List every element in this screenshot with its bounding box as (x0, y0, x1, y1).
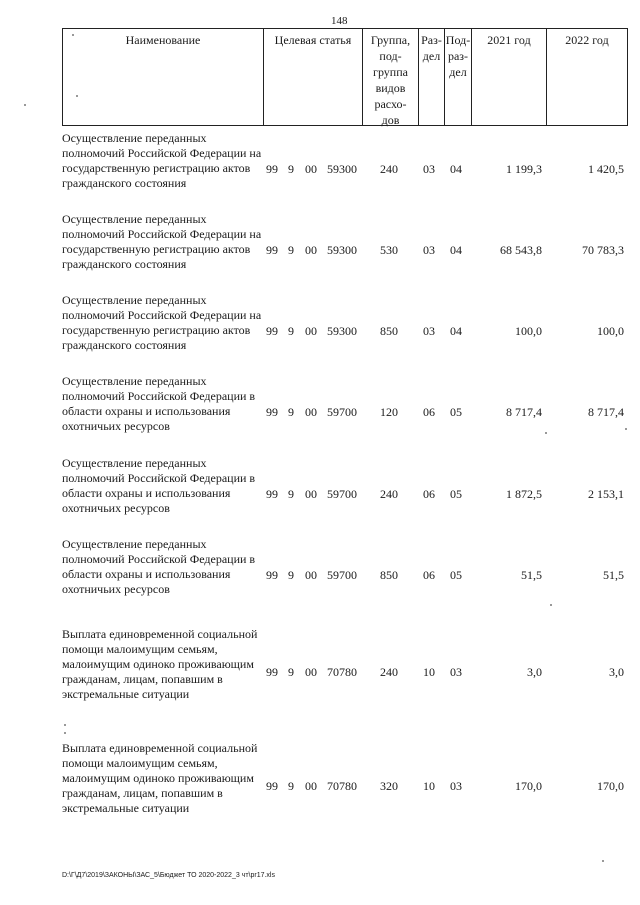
section: 06 (423, 487, 435, 501)
subsection: 04 (450, 162, 462, 176)
section: 03 (423, 162, 435, 176)
row-name: Осуществление переданных полномочий Российской Федерации на государственную регистрацию актов гражданского состояния (62, 293, 262, 352)
subsection: 05 (450, 568, 462, 582)
code-c: 00 (305, 665, 317, 679)
code-b: 9 (288, 568, 294, 582)
code-d: 59300 (327, 162, 357, 176)
value-2022: 8 717,4 (588, 405, 624, 419)
row-name: Осуществление переданных полномочий Российской Федерации в области охраны и использования охотничьих ресурсов (62, 456, 256, 515)
value-2022: 70 783,3 (582, 243, 624, 257)
value-2021: 1 872,5 (506, 487, 542, 501)
scan-speck (24, 104, 26, 106)
header-2021: 2021 год (487, 33, 531, 47)
group: 120 (380, 405, 398, 419)
code-c: 00 (305, 243, 317, 257)
code-c: 00 (305, 568, 317, 582)
header-section: Раз- дел (421, 33, 442, 63)
value-2022: 1 420,5 (588, 162, 624, 176)
value-2022: 51,5 (603, 568, 624, 582)
group: 240 (380, 162, 398, 176)
row-name: Осуществление переданных полномочий Российской Федерации в области охраны и использования охотничьих ресурсов (62, 537, 256, 596)
code-a: 99 (266, 243, 278, 257)
row-name: Выплата единовременной социальной помощи малоимущим семьям, малоимущим одиноко проживающим гражданам, лицам, попавшим в экстремальные ситуации (62, 627, 258, 701)
scan-speck (64, 724, 66, 726)
code-a: 99 (266, 779, 278, 793)
row-name: Осуществление переданных полномочий Российской Федерации на государственную регистрацию актов гражданского состояния (62, 212, 262, 271)
section: 03 (423, 243, 435, 257)
row-name: Осуществление переданных полномочий Российской Федерации в области охраны и использования охотничьих ресурсов (62, 374, 256, 433)
scan-speck (64, 732, 66, 734)
value-2021: 68 543,8 (500, 243, 542, 257)
group: 320 (380, 779, 398, 793)
code-c: 00 (305, 779, 317, 793)
value-2022: 3,0 (609, 665, 624, 679)
code-b: 9 (288, 243, 294, 257)
code-b: 9 (288, 324, 294, 338)
header-subsection: Под- раз- дел (445, 33, 471, 79)
code-d: 59300 (327, 243, 357, 257)
code-a: 99 (266, 162, 278, 176)
code-b: 9 (288, 487, 294, 501)
code-c: 00 (305, 162, 317, 176)
code-b: 9 (288, 162, 294, 176)
section: 03 (423, 324, 435, 338)
page-number: 148 (331, 15, 348, 27)
row-name: Осуществление переданных полномочий Российской Федерации на государственную регистрацию актов гражданского состояния (62, 131, 262, 190)
table-header (62, 28, 628, 126)
code-d: 70780 (327, 665, 357, 679)
scan-speck (545, 432, 547, 434)
group: 850 (380, 568, 398, 582)
value-2021: 3,0 (527, 665, 542, 679)
code-a: 99 (266, 487, 278, 501)
scan-speck (76, 95, 78, 97)
scan-speck (550, 604, 552, 606)
code-a: 99 (266, 324, 278, 338)
group: 530 (380, 243, 398, 257)
header-2022: 2022 год (565, 33, 609, 47)
subsection: 03 (450, 779, 462, 793)
code-d: 59700 (327, 405, 357, 419)
code-c: 00 (305, 405, 317, 419)
scan-speck (625, 428, 627, 430)
group: 240 (380, 487, 398, 501)
code-a: 99 (266, 568, 278, 582)
group: 240 (380, 665, 398, 679)
code-b: 9 (288, 665, 294, 679)
code-a: 99 (266, 665, 278, 679)
code-d: 59700 (327, 487, 357, 501)
code-b: 9 (288, 779, 294, 793)
subsection: 05 (450, 487, 462, 501)
code-d: 59700 (327, 568, 357, 582)
subsection: 05 (450, 405, 462, 419)
code-c: 00 (305, 487, 317, 501)
header-name: Наименование (125, 33, 201, 47)
code-b: 9 (288, 405, 294, 419)
code-a: 99 (266, 405, 278, 419)
subsection: 04 (450, 243, 462, 257)
section: 10 (423, 779, 435, 793)
value-2021: 51,5 (521, 568, 542, 582)
value-2022: 170,0 (597, 779, 624, 793)
header-target-article: Целевая статья (274, 33, 352, 47)
scan-speck (602, 860, 604, 862)
section: 06 (423, 568, 435, 582)
code-c: 00 (305, 324, 317, 338)
value-2021: 8 717,4 (506, 405, 542, 419)
file-path-footer: D:\Г\Д7\2019\ЗАКОНЫ\ЗАС_5\Бюджет ТО 2020-2022_3 чт\pr17.xls (62, 872, 275, 879)
value-2022: 100,0 (597, 324, 624, 338)
code-d: 59300 (327, 324, 357, 338)
value-2021: 170,0 (515, 779, 542, 793)
group: 850 (380, 324, 398, 338)
section: 06 (423, 405, 435, 419)
value-2021: 1 199,3 (506, 162, 542, 176)
value-2021: 100,0 (515, 324, 542, 338)
row-name: Выплата единовременной социальной помощи малоимущим семьям, малоимущим одиноко проживающим гражданам, лицам, попавшим в экстремальные ситуации (62, 741, 258, 815)
scan-speck (72, 34, 74, 36)
subsection: 03 (450, 665, 462, 679)
code-d: 70780 (327, 779, 357, 793)
header-group: Группа, под- группа видов расхо- дов (370, 33, 411, 127)
subsection: 04 (450, 324, 462, 338)
value-2022: 2 153,1 (588, 487, 624, 501)
section: 10 (423, 665, 435, 679)
